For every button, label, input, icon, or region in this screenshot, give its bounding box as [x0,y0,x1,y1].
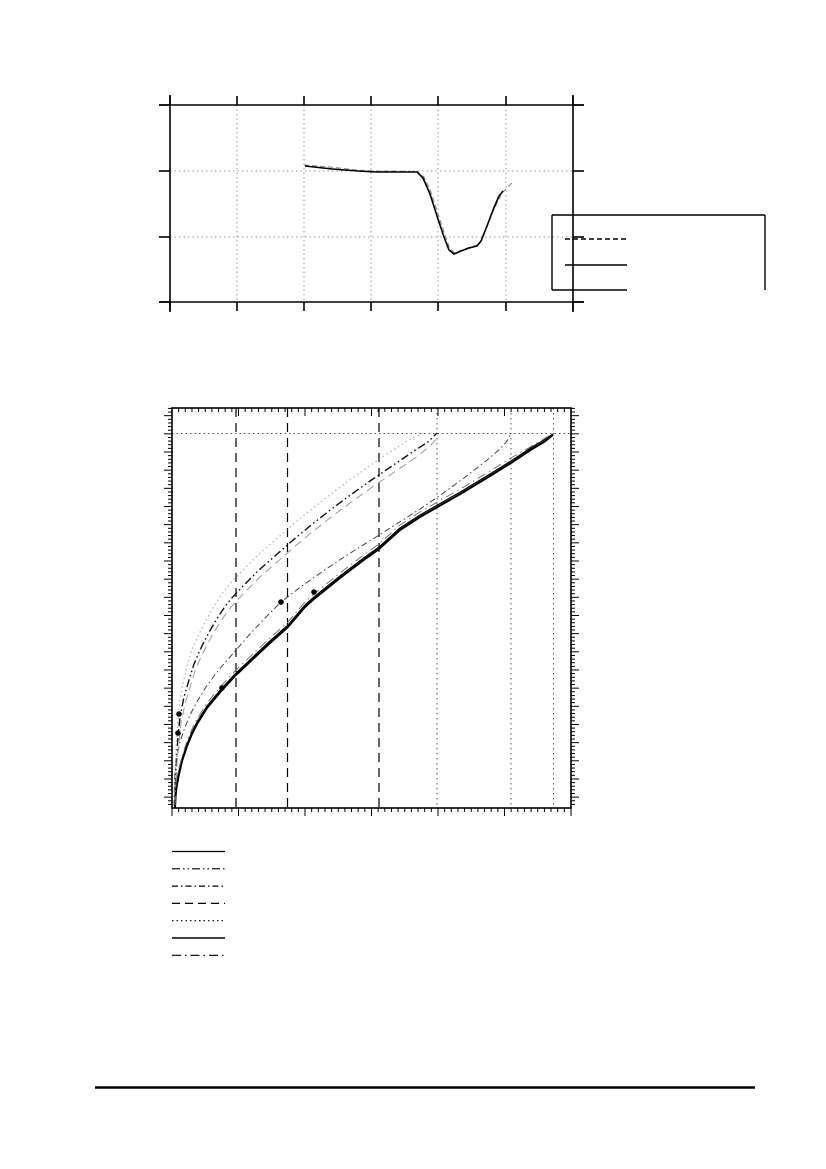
series-7-dashdotlong [175,435,550,805]
dashed-series [304,165,514,253]
top-chart-legend [552,215,765,290]
data-point-marker [175,730,181,736]
series-6-solid-thick [175,435,553,808]
data-point-marker [278,599,284,605]
series-3-dashdot [174,434,511,806]
data-point-marker [176,711,182,717]
series-1-solid [175,434,553,808]
series-2-dashdotdot [175,433,437,806]
data-point-marker [311,589,317,595]
top-chart [159,95,584,312]
series-5-dotted [175,433,424,800]
solid-series [305,166,503,254]
data-point-marker [219,685,225,691]
bottom-legend [172,852,225,956]
bottom-chart [164,408,579,816]
